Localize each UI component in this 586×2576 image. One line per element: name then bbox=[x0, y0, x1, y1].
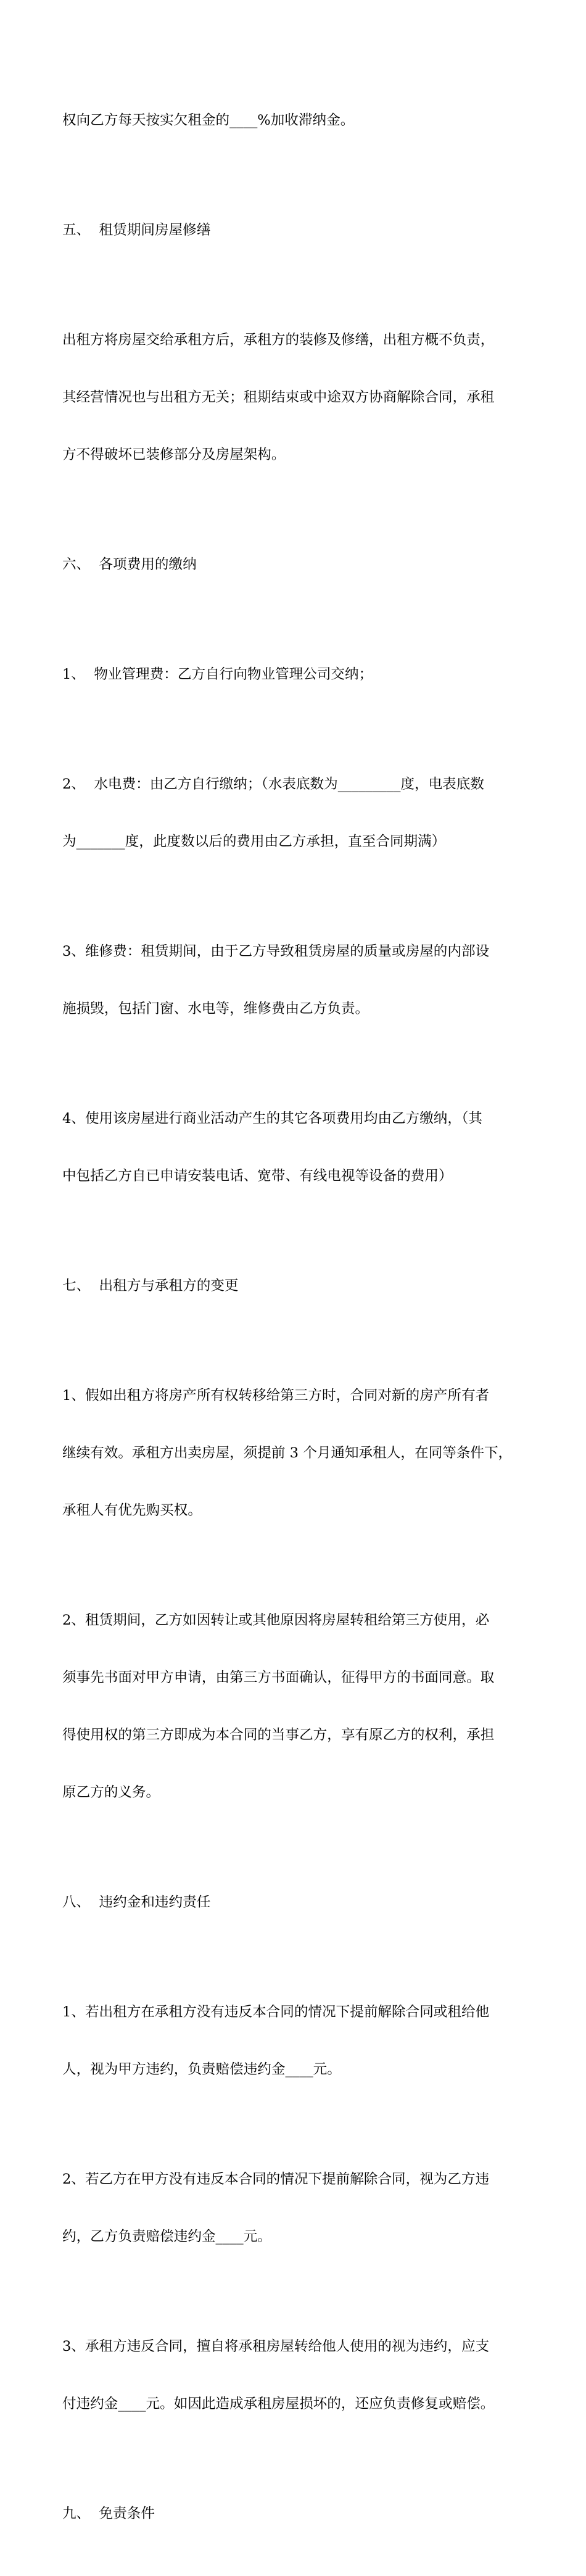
text-line: 2、租赁期间，乙方如因转让或其他原因将房屋转租给第三方使用，必 bbox=[62, 1612, 490, 1628]
text-line: 4、使用该房屋进行商业活动产生的其它各项费用均由乙方缴纳，（其 bbox=[62, 1111, 482, 1127]
text-line: 1、若出租方在承租方没有违反本合同的情况下提前解除合同或租给他 bbox=[62, 2004, 490, 2020]
paragraph-unauthorized-sublease bbox=[62, 2299, 531, 2452]
paragraph-repairs bbox=[62, 292, 531, 503]
heading-text: 六、 各项费用的缴纳 bbox=[62, 557, 197, 573]
section-heading-8 bbox=[62, 1855, 531, 1950]
text-line: 3、承租方违反合同，擅自将承租房屋转给他人使用的视为违约，应支 bbox=[62, 2338, 490, 2354]
text-line: 方不得破坏已装修部分及房屋架构。 bbox=[62, 447, 286, 463]
paragraph-utility-fee bbox=[62, 737, 531, 890]
text-line: 付违约金____元。如因此造成承租房屋损坏的，还应负责修复或赔偿。 bbox=[62, 2396, 495, 2412]
text-line: 其经营情况也与出租方无关；租期结束或中途双方协商解除合同，承租 bbox=[62, 389, 495, 405]
paragraph-sublease bbox=[62, 1573, 531, 1841]
text-line: 须事先书面对甲方申请，由第三方书面确认，征得甲方的书面同意。取 bbox=[62, 1670, 495, 1686]
text-line: 承租人有优先购买权。 bbox=[62, 1502, 202, 1518]
text-line: 1、假如出租方将房产所有权转移给第三方时，合同对新的房产所有者 bbox=[62, 1388, 490, 1404]
paragraph-lessor-breach bbox=[62, 1965, 531, 2118]
text-line: 2、 水电费：由乙方自行缴纳；（水表底数为_________度，电表底数 bbox=[62, 776, 484, 792]
text-line: 得使用权的第三方即成为本合同的当事乙方，享有原乙方的权利，承担 bbox=[62, 1727, 495, 1743]
text-line: 继续有效。承租方出卖房屋，须提前 3 个月通知承租人，在同等条件下， bbox=[62, 1445, 513, 1461]
text-line: 原乙方的义务。 bbox=[62, 1784, 160, 1800]
paragraph-maintenance-fee bbox=[62, 904, 531, 1057]
text-line: 3、维修费：租赁期间，由于乙方导致租赁房屋的质量或房屋的内部设 bbox=[62, 943, 490, 959]
paragraph-late-fee-continuation bbox=[62, 73, 531, 168]
paragraph-other-fees bbox=[62, 1071, 531, 1224]
text-line: 权向乙方每天按实欠租金的____%加收滞纳金。 bbox=[62, 112, 355, 128]
section-heading-6 bbox=[62, 517, 531, 613]
text-line: 2、若乙方在甲方没有违反本合同的情况下提前解除合同，视为乙方违 bbox=[62, 2171, 490, 2187]
text-line: 人，视为甲方违约，负责赔偿违约金____元。 bbox=[62, 2061, 341, 2077]
text-line: 施损毁，包括门窗、水电等，维修费由乙方负责。 bbox=[62, 1001, 369, 1017]
heading-text: 七、 出租方与承租方的变更 bbox=[62, 1278, 239, 1294]
heading-text: 五、 租赁期间房屋修缮 bbox=[62, 222, 211, 238]
heading-text: 八、 违约金和违约责任 bbox=[62, 1894, 211, 1910]
text-line: 出租方将房屋交给承租方后，承租方的装修及修缮，出租方概不负责， bbox=[62, 332, 495, 348]
text-line: 为_______度，此度数以后的费用由乙方承担，直至合同期满） bbox=[62, 834, 446, 850]
section-heading-9 bbox=[62, 2466, 531, 2562]
paragraph-lessee-breach bbox=[62, 2132, 531, 2285]
document-body bbox=[62, 73, 531, 2576]
text-line: 中包括乙方自已申请安装电话、宽带、有线电视等设备的费用） bbox=[62, 1168, 453, 1184]
section-heading-5 bbox=[62, 183, 531, 278]
section-heading-7 bbox=[62, 1238, 531, 1334]
heading-text: 九、 免责条件 bbox=[62, 2506, 155, 2522]
text-line: 1、 物业管理费：乙方自行向物业管理公司交纳； bbox=[62, 666, 373, 682]
text-line: 约，乙方负责赔偿违约金____元。 bbox=[62, 2229, 271, 2245]
paragraph-property-fee bbox=[62, 627, 531, 723]
paragraph-ownership-transfer bbox=[62, 1348, 531, 1559]
